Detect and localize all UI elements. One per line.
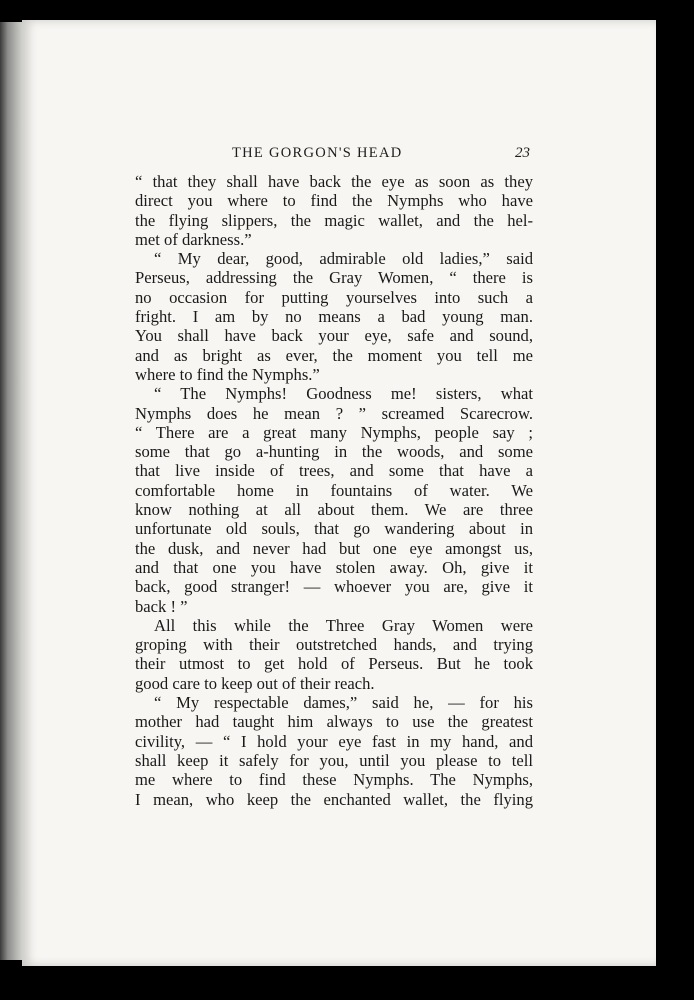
text-line: good care to keep out of their reach. — [135, 673, 375, 693]
text-line: the flying slippers, the magic wallet, and the hel- — [135, 210, 533, 230]
text-line: met of darkness.” — [135, 229, 252, 249]
text-line: and as bright as ever, the moment you tell me — [135, 345, 533, 365]
text-line: shall keep it safely for you, until you please to tell — [135, 750, 533, 770]
text-line: back ! ” — [135, 596, 188, 616]
text-line: All this while the Three Gray Women were — [154, 615, 533, 635]
text-line: “ that they shall have back the eye as soon as they — [135, 172, 533, 191]
text-line: “ My respectable dames,” said he, — for his — [154, 693, 533, 713]
text-line: I mean, who keep the enchanted wallet, the flying — [135, 789, 533, 809]
text-line: You shall have back your eye, safe and sound, — [135, 326, 533, 346]
text-line: “ There are a great many Nymphs, people say ; — [135, 422, 533, 442]
text-line: where to find the Nymphs.” — [135, 364, 320, 384]
page-number: 23 — [515, 145, 530, 161]
previous-page-edge — [0, 22, 22, 960]
book-page — [22, 20, 656, 966]
text-line: fright. I am by no means a bad young man. — [135, 307, 533, 327]
text-line: “ The Nymphs! Goodness me! sisters, what — [154, 384, 533, 404]
text-line: Perseus, addressing the Gray Women, “ there is — [135, 268, 533, 288]
text-line: unfortunate old souls, that go wandering about in — [135, 519, 533, 539]
text-line: comfortable home in fountains of water. We — [135, 480, 533, 500]
text-line: mother had taught him always to use the greatest — [135, 712, 533, 732]
body-text — [135, 172, 533, 809]
text-line: and that one you have stolen away. Oh, give it — [135, 557, 533, 577]
text-line: their utmost to get hold of Perseus. But he took — [135, 654, 533, 674]
text-line: know nothing at all about them. We are three — [135, 500, 533, 520]
text-line: Nymphs does he mean ? ” screamed Scarecrow. — [135, 403, 533, 423]
text-line: that live inside of trees, and some that have a — [135, 461, 533, 481]
text-line: the dusk, and never had but one eye amongst us, — [135, 538, 533, 558]
text-line: “ My dear, good, admirable old ladies,” said — [154, 249, 533, 269]
running-head — [120, 145, 530, 173]
text-line: no occasion for putting yourselves into such a — [135, 287, 533, 307]
text-line: me where to find these Nymphs. The Nymphs, — [135, 770, 533, 790]
text-line: back, good stranger! — whoever you are, give it — [135, 577, 533, 597]
text-line: civility, — “ I hold your eye fast in my hand, and — [135, 731, 533, 751]
running-title: THE GORGON'S HEAD — [232, 145, 403, 161]
text-line: some that go a-hunting in the woods, and some — [135, 442, 533, 462]
text-line: groping with their outstretched hands, and trying — [135, 635, 533, 655]
text-line: direct you where to find the Nymphs who have — [135, 191, 533, 211]
